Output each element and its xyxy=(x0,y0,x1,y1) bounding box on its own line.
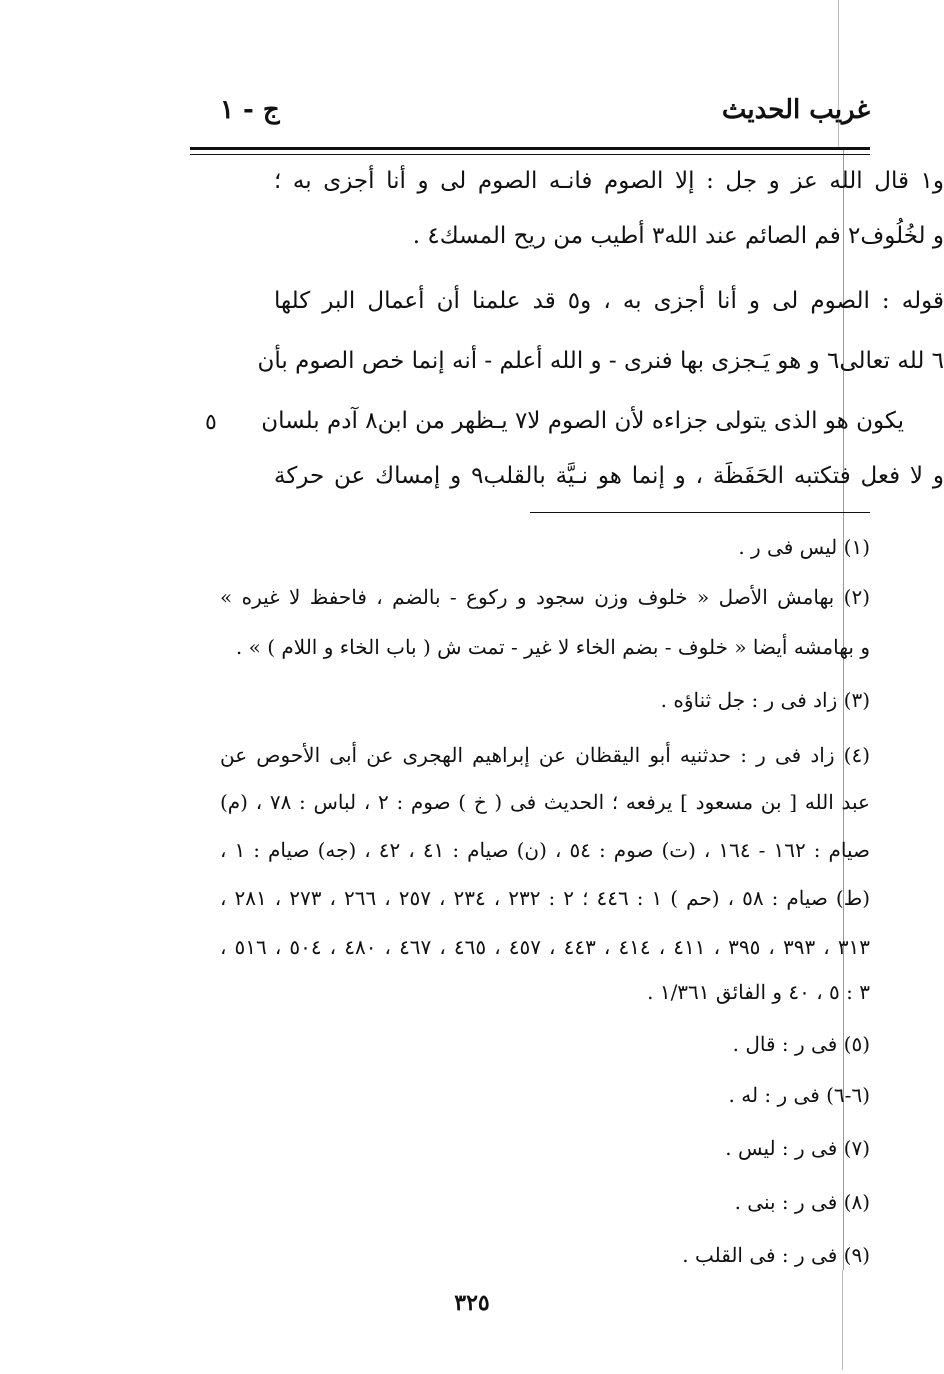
footnote: و بهامشه أيضا « خلوف - بضم الخاء لا غير - تمت ش ( باب الخاء و اللام ) » . xyxy=(235,635,870,659)
header-title: غريب الحديث xyxy=(721,95,870,125)
scan-edge-line-bottom xyxy=(842,1270,843,1370)
footnote: عبد الله [ بن مسعود ] يرفعه ؛ الحديث فى ( خ ) صوم : ٢ ، لباس : ٧٨ ، (م) xyxy=(220,790,870,814)
header-volume: ج - ١ xyxy=(220,95,280,125)
footnote: (٥) فى ر : قال . xyxy=(732,1032,870,1056)
footnote: (٦-٦) فى ر : له . xyxy=(728,1083,870,1107)
footnote: صيام : ١٦٢ - ١٦٤ ، (ت) صوم : ٥٤ ، (ن) صيام : ٤١ ، ٤٢ ، (جه) صيام : ١ ، xyxy=(220,838,870,862)
footnote: (٩) فى ر : فى القلب . xyxy=(682,1243,870,1267)
page-number: ٣٢٥ xyxy=(454,1290,490,1316)
margin-line-number: ٥ xyxy=(205,410,217,435)
header-rule-thick xyxy=(190,147,870,150)
footnote: (٣) زاد فى ر : جل ثناؤه . xyxy=(660,688,870,712)
running-header xyxy=(190,95,870,135)
text-line: و١ قال الله عز و جل : إلا الصوم فانـه الصوم لى و أنا أجزى به ؛ xyxy=(274,168,944,194)
text-line: ٦ لله تعالى٦ و هو يَـجزى بها فنرى - و الله أعلم - أنه إنما خص الصوم بأن xyxy=(257,348,944,374)
footnote: (٢) بهامش الأصل « خلوف وزن سجود و ركوع - بالضم ، فاحفظ لا غيره » xyxy=(220,585,870,609)
footnote: (ط) صيام : ٥٨ ، (حم ) ١ : ٤٤٦ ؛ ٢ : ٢٣٢ ، ٢٣٤ ، ٢٥٧ ، ٢٦٦ ، ٢٧٣ ، ٢٨١ ، xyxy=(220,886,871,910)
text-line: يكون هو الذى يتولى جزاءه لأن الصوم لا٧ يـظهر من ابن٨ آدم بلسان xyxy=(261,408,904,434)
text-line: و لا فعل فتكتبه الحَفَظَة ، و إنما هو نـيَّة بالقلب٩ و إمساك عن حركة xyxy=(274,463,944,489)
footnote: (٤) زاد فى ر : حدثنيه أبو اليقظان عن إبراهيم الهجرى عن أبى الأحوص عن xyxy=(220,743,870,767)
footnote: (٨) فى ر : بنى . xyxy=(734,1190,870,1214)
footnote: ٣ : ٥ ، ٤٠ و الفائق ١/٣٦١ . xyxy=(647,980,870,1004)
footnote: (١) ليس فى ر . xyxy=(738,535,870,559)
footnote-separator xyxy=(530,512,870,513)
text-line: قوله : الصوم لى و أنا أجزى به ، و٥ قد علمنا أن أعمال البر كلها xyxy=(274,288,944,314)
footnote: ٣١٣ ، ٣٩٣ ، ٣٩٥ ، ٤١١ ، ٤١٤ ، ٤٤٣ ، ٤٥٧ ، ٤٦٥ ، ٤٦٧ ، ٤٨٠ ، ٥٠٤ ، ٥١٦ ، xyxy=(220,935,871,959)
header-rule-thin xyxy=(190,154,870,155)
text-line: و لخُلُوف٢ فم الصائم عند الله٣ أطيب من ريح المسك٤ . xyxy=(412,223,944,249)
footnote: (٧) فى ر : ليس . xyxy=(725,1136,870,1160)
